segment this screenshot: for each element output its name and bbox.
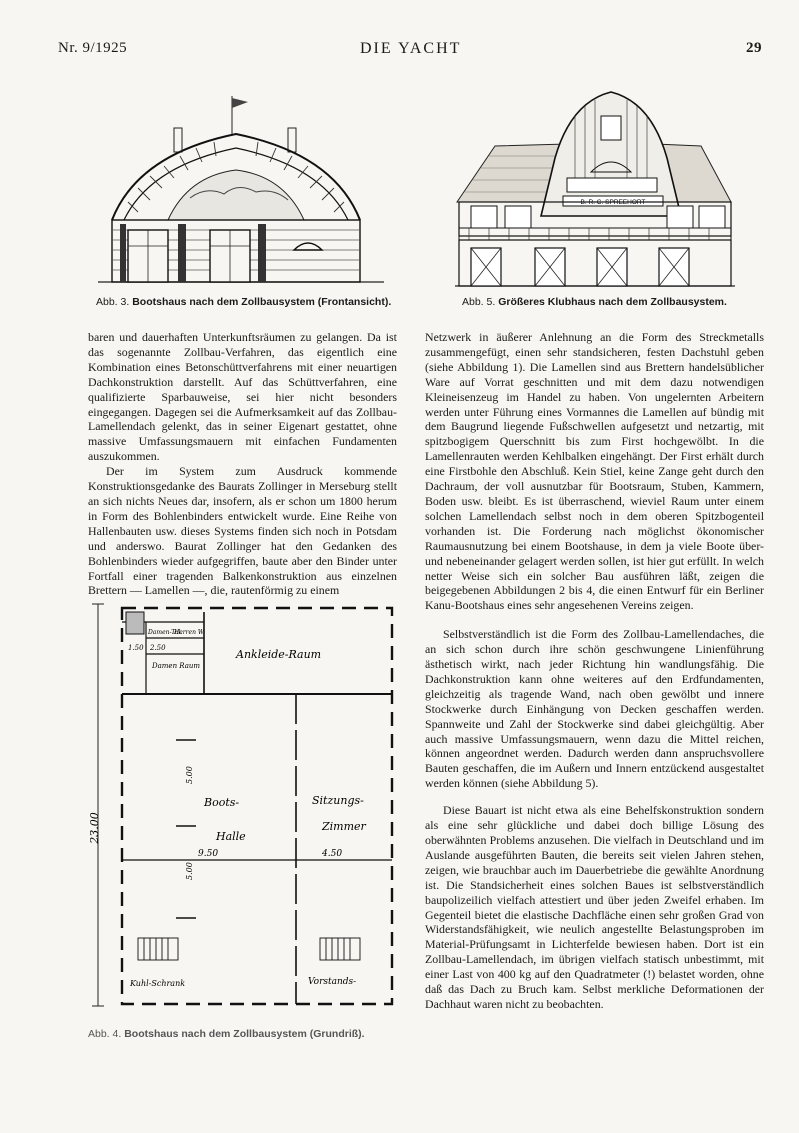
dim-1-50: 1.50	[128, 644, 144, 652]
left-column	[88, 330, 397, 598]
figure-5-caption-text: Größeres Klubhaus nach dem Zollbausystem.	[498, 296, 727, 308]
figure-3-boathouse-front	[98, 90, 384, 290]
figure-5-number: Abb. 5.	[462, 296, 496, 308]
label-herren: Herren W.	[174, 629, 205, 636]
right-paragraph-1: Netzwerk in äußerer Anlehnung an die Form des Streckmetalls zusammengefügt, einen sehr standsicheren, festen Dachstuhl geben (siehe Abbildung 1). Die Lamellen sind aus Brettern handelsüblicher Ware auf Vorrat geschnitten und mit dem dazu notwendigen Kleineisenzeug im Handel zu haben. Von ungelernten Arbeitern werden unter Führung eines Vormannes die Lamellen auf bündig mit dem Baugrund liegende Fußschwellen aufgesetzt und netzartig, mit spitzbogigem Querschnitt bis zum First hochgewölbt. In die Lamellenrauten werden Kehlbalken eingehängt. Der First erhält durch eine Firstbohle den Abschluß. Kein Stiel, keine Zange geht durch den Dachraum, der voll ausnutzbar für Bootsraum, Stuben, Kammern, Boden usw. bleibt. Es ist überraschend, wieviel Raum unter einem solchen Lamellendach selbst noch in dem oberen Spitzbogenteil vorhanden ist. Die Forderung nach möglichst ökonomischer Raumausnutzung bei einem Bootshause, in dem ja viele Boote über- und nebeneinander gelagert werden sollen, ist hier gut erfüllt. In welch netter Weise sich ein solcher Bau ausführen läßt, zeigen die beigegebenen Abbildungen 2 bis 4, die einen Entwurf für ein Berliner Kanu-Bootshaus eines sehr angesehenen Vereins zeigen.	[425, 330, 764, 613]
figure-3-number: Abb. 3.	[96, 296, 130, 308]
clubhouse-sign: B. R. C. SPREEHORT	[580, 199, 646, 206]
journal-title: DIE YACHT	[360, 40, 462, 57]
dim-5-00-a: 5.00	[185, 766, 194, 784]
label-kuhl: Kuhl-Schrank	[130, 979, 186, 988]
figure-4-caption-text: Bootshaus nach dem Zollbausystem (Grundriß).	[124, 1028, 365, 1040]
label-ankleide-raum: Ankleide-Raum	[236, 648, 322, 661]
figure-4-caption	[88, 1028, 365, 1040]
label-damen-raum: Damen Raum	[152, 662, 201, 670]
page-number: 29	[746, 40, 762, 56]
label-damen: Damen-Tol.	[148, 629, 183, 636]
dim-5-00-b: 5.00	[185, 862, 194, 880]
right-paragraph-3: Diese Bauart ist nicht etwa als eine Behelfskonstruktion sondern als eine sehr glückliche und dabei doch billige Lösung des oberwähnten Problems anzusehen. Die vielfach in Deutschland und im Auslande ausgeführten Bauten, die bereits seit vielen Jahren stehen, zeigen, wie brauchbar auch im Dauerbetriebe die gewählte Anordnung ist. Die Standsicherheit eines solchen Baues ist selbstverständlich baupolizeilich vielfach attestiert und über jeden Zweifel erhaben. Im Gegenteil bietet die elastische Dachfläche einen sehr großen Grad von Widerstandsfähigkeit, wie neulich angestellte Belastungsproben im Material-Prüfungsamt in Lichterfelde bewiesen haben. Dort ist ein Zollbau-Lamellendach, im übrigen vielfach statisch unbestimmt, mit einer Last von 400 kg auf den Quadratmeter (!) belastet worden, ohne daß das Dach zu Bruch kam. Selbst merkliche Deformationen der Dachhaut waren nicht zu beobachten.	[425, 803, 764, 1011]
left-paragraph-1: baren und dauerhaften Unterkunftsräumen zu gelangen. Da ist das sogenannte Zollbau-Verfahren, das eigentlich eine Kombination eines Betonschüttverfahrens mit einer neuartigen Dachkonstruktion darstellt. Auf das Schüttverfahren, eine qualifizierte Sparbauweise, sei hier nicht besonders eingegangen. Dagegen sei die Aufmerksamkeit auf das Zollbau-Lamellendach gelenkt, das in seiner Eigenart gestattet, ohne massive Umfassungsmauern mit einfachen Fundamenten auszukommen.	[88, 330, 397, 464]
dim-2-50: 2.50	[150, 644, 166, 652]
left-paragraph-2: Der im System zum Ausdruck kommende Konstruktionsgedanke des Baurats Zollinger in Merseburg stellt an sich nichts Neues dar, insofern, als er schon um 1800 herum in Form des Bohlenbinders entwickelt wurde. Eine Reihe von Hallenbauten usw. dieses Systems finden sich noch in Potsdam und anderswo. Baurat Zollinger hat den Gedanken des Bohlenbinders wieder aufgegriffen, baute aber den Binder unter Fortfall einer tragenden Balkenkonstruktion aus einzelnen Brettern — Lamellen —, die, rautenförmig zu einem	[88, 464, 397, 598]
figure-5-caption	[462, 296, 727, 308]
label-halle: Halle	[216, 830, 246, 843]
figure-4-number: Abb. 4.	[88, 1028, 122, 1040]
dim-9-50: 9.50	[198, 849, 219, 859]
dim-23-00: 23.00	[88, 812, 101, 844]
figure-4-floor-plan	[86, 598, 396, 1018]
dim-4-50: 4.50	[322, 849, 343, 859]
figure-3-caption	[96, 296, 391, 308]
label-boots: Boots-	[204, 796, 240, 809]
right-paragraph-2: Selbstverständlich ist die Form des Zollbau-Lamellendaches, die an sich schon durch ihre schön geschwungene Linienführung ästhetisch wirkt, nach jeder Richtung hin wandlungsfähig. Die Dachkonstruktion kann ohne weiteres auf den Erdfundamenten, gleichzeitig als tragende Wand, nach oben gewölbt und innere Stockwerke durch Einhängung von Decken geschaffen werden. Spannweite und Zahl der Stockwerke sind dabei gleichgültig. Aber auch massive Umfassungsmauern, wenn dazu die Mittel reichen, können angeordnet werden. Dadurch werden dann anspruchsvollere Bauten geschaffen, die im Außern und Innern entzückend ausgestaltet werden können (siehe Abbildung 5).	[425, 627, 764, 791]
figure-5-clubhouse	[455, 86, 735, 292]
right-column	[425, 330, 764, 1012]
label-zimmer: Zimmer	[322, 820, 366, 833]
issue-number: Nr. 9/1925	[58, 40, 128, 56]
label-vorstand: Vorstands-	[308, 977, 357, 987]
label-sitzungs: Sitzungs-	[312, 794, 364, 807]
figure-3-caption-text: Bootshaus nach dem Zollbausystem (Frontansicht).	[132, 296, 392, 308]
